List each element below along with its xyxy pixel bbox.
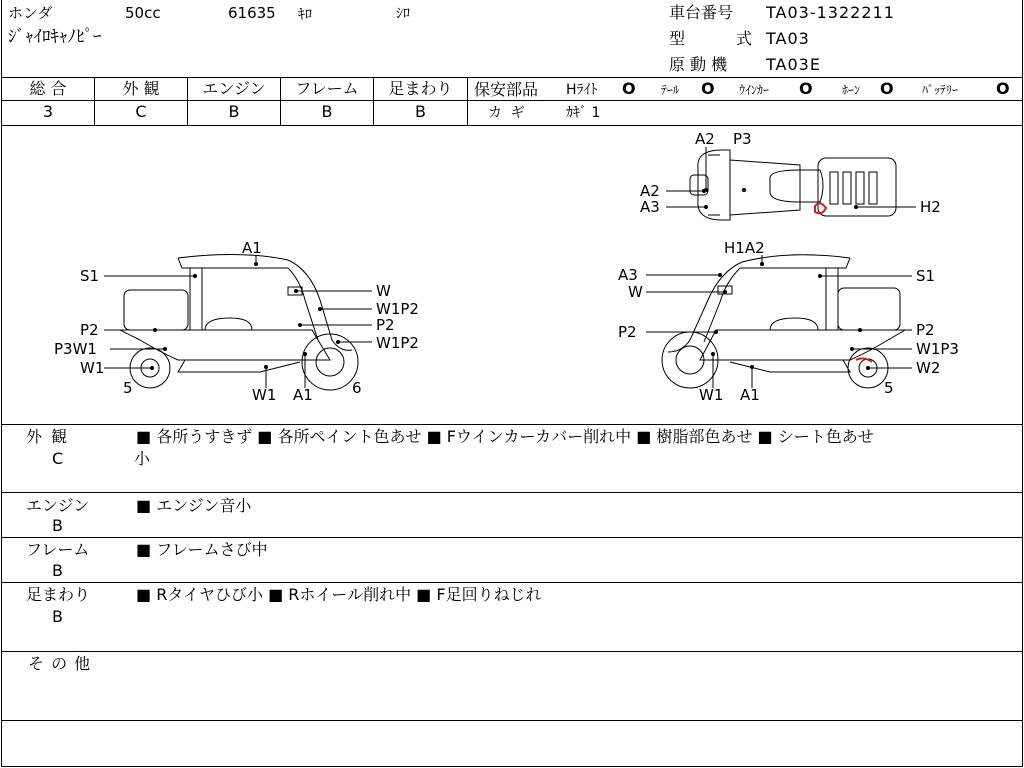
overall-grade: 3 (42, 102, 54, 121)
diagram-label: W (628, 283, 643, 301)
diagram-label: 5 (884, 379, 894, 397)
safety-mark: O (996, 79, 1010, 98)
type-label-2: 式 (736, 29, 753, 48)
safety-item-winker: ｳｲﾝｶｰ (739, 83, 770, 97)
diagram-label: A1 (293, 386, 313, 404)
rule (1, 492, 1022, 493)
type-label-1: 型 (669, 29, 686, 48)
diagram-label: A1 (740, 386, 760, 404)
leader-lines-left (104, 255, 372, 388)
engine-label: エンジン (202, 79, 266, 98)
suspension-label: 足まわり (388, 79, 453, 98)
maker: ホンダ (8, 4, 53, 22)
damage-mark-red (815, 203, 826, 213)
rule (1, 720, 1022, 721)
diagram-label: H1A2 (724, 239, 765, 257)
damage-dots (150, 188, 870, 370)
diagram-label: P2 (916, 321, 935, 339)
displacement: 50cc (125, 4, 161, 22)
rule (1, 77, 1022, 78)
safety-mark: O (880, 79, 894, 98)
mileage: 61635 (228, 4, 276, 22)
safety-mark: O (622, 79, 636, 98)
diagram-label: A3 (640, 198, 660, 216)
diagram-label: A1 (242, 239, 262, 257)
safety-mark: O (799, 79, 813, 98)
safety-item-tail: ﾃｰﾙ (661, 83, 680, 97)
diagram-label: P2 (376, 316, 395, 334)
note-text-exterior: ■ 各所うすきず ■ 各所ペイント色あせ ■ Fウインカーカバー削れ中 ■ 樹脂部色あせ ■ シート色あせ (136, 427, 874, 446)
diagram-label: W1P3 (916, 340, 959, 358)
diagram-label: P2 (618, 323, 637, 341)
safety-item-horn: ﾎｰﾝ (842, 83, 861, 97)
diagram-label: A3 (618, 266, 638, 284)
diagram-label: W1 (252, 386, 277, 404)
exterior-grade: C (135, 102, 147, 121)
scooter-top-view (690, 150, 896, 220)
rule (467, 77, 468, 125)
diagram-label: W1 (699, 386, 724, 404)
safety-item-headlight: Hﾗｲﾄ (566, 82, 598, 98)
leader-lines-right (646, 255, 912, 388)
diagram-label: W (376, 282, 391, 300)
diagram-label: A2 (640, 182, 660, 200)
type-value: TA03 (766, 29, 810, 48)
note-grade-exterior: C (52, 449, 64, 468)
safety-label: 保安部品 (474, 80, 539, 99)
engine-grade: B (228, 102, 240, 121)
scooter-left-view (120, 254, 358, 390)
diagram-label: W1 (80, 359, 105, 377)
diagram-label: S1 (916, 267, 936, 285)
key-value: ｶｷﾞ 1 (566, 105, 601, 121)
rule (1, 100, 468, 101)
note-label-other: そ の 他 (28, 654, 92, 673)
key-label: カ ギ (488, 105, 527, 121)
body-color: ｼﾛ (396, 6, 410, 22)
diagram-label: S1 (80, 267, 100, 285)
frame-no: TA03-1322211 (766, 3, 895, 22)
rule (1, 424, 1022, 425)
rule (1, 582, 1022, 583)
note-grade-suspension: B (52, 607, 63, 626)
note-grade-frame: B (52, 561, 63, 580)
safety-mark: O (701, 79, 715, 98)
note-text-engine: ■ エンジン音小 (136, 496, 252, 515)
safety-item-battery: ﾊﾞｯﾃﾘｰ (922, 83, 959, 97)
rule (1, 537, 1022, 538)
mileage-unit: ｷﾛ (298, 7, 312, 23)
note-label-exterior: 外 観 (26, 427, 70, 446)
note-text-exterior-cont: 小 (134, 449, 151, 468)
rule (1, 651, 1022, 652)
diagram-label: 5 (123, 379, 133, 397)
note-label-frame: フレーム (26, 540, 90, 559)
diagram-label: A2 (695, 130, 715, 148)
note-text-frame: ■ フレームさび中 (136, 540, 268, 559)
diagram-label: W2 (916, 359, 941, 377)
note-text-suspension: ■ Rタイヤひび小 ■ Rホイール削れ中 ■ F足回りねじれ (136, 585, 542, 604)
rule (468, 100, 1022, 101)
diagram-label: P3 (733, 130, 752, 148)
frame-label: フレーム (295, 79, 359, 98)
damage-diagram (0, 126, 1024, 424)
diagram-label: H2 (920, 198, 941, 216)
note-label-suspension: 足まわり (26, 585, 91, 604)
frame-grade: B (321, 102, 333, 121)
leader-lines-top (666, 147, 916, 207)
overall-label: 総 合 (29, 79, 67, 98)
suspension-grade: B (415, 102, 426, 121)
note-grade-engine: B (52, 516, 63, 535)
diagram-label: W1P2 (376, 300, 419, 318)
frame-no-label: 車台番号 (669, 3, 734, 22)
diagram-label: 6 (352, 379, 362, 397)
exterior-label: 外 観 (122, 79, 160, 98)
engine-model-value: TA03E (766, 55, 821, 74)
note-label-engine: エンジン (26, 496, 90, 515)
engine-model-label: 原 動 機 (669, 55, 728, 74)
diagram-label: P3W1 (54, 340, 97, 358)
diagram-label: P2 (80, 321, 99, 339)
diagram-label: W1P2 (376, 334, 419, 352)
model-name: ｼﾞｬｲﾛｷｬﾉﾋﾟｰ (8, 27, 102, 47)
